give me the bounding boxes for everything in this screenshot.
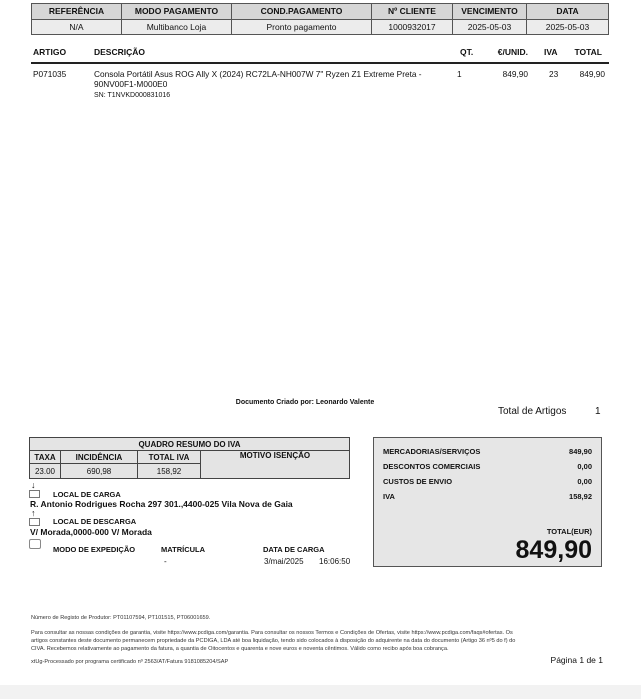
totals-summary <box>373 437 602 567</box>
items-header-iva: IVA <box>544 47 558 57</box>
matricula-label: MATRÍCULA <box>161 545 206 554</box>
item-iva: 23 <box>549 69 559 79</box>
iva-col-taxa: TAXA <box>30 451 61 464</box>
item-descricao-2: 90NV00F1-M000E0 <box>94 79 168 89</box>
box-icon <box>29 490 40 498</box>
legal-text-3: CIVA. Recebemos relativamente ao pagamento da fatura, a quantia de Oitocentos e quarenta e nove euros e noventa cêntimos. Válido como recibo após boa cobrança. <box>31 646 449 652</box>
item-total: 849,90 <box>579 69 605 79</box>
processado: xtUg-Processado por programa certificado nº 2563/AT/Fatura 9181085204/SAP <box>31 659 229 665</box>
bottom-strip <box>0 685 641 699</box>
page-number: Página 1 de 1 <box>550 655 603 665</box>
summary-value: 0,00 <box>577 477 592 486</box>
val-modo-pagamento: Multibanco Loja <box>122 19 232 35</box>
summary-label: MERCADORIAS/SERVIÇOS <box>383 447 481 456</box>
hora-carga: 16:06:50 <box>319 557 351 566</box>
items-header-qt: QT. <box>460 47 474 57</box>
data-carga: 3/mai/2025 <box>264 557 304 566</box>
local-carga: R. Antonio Rodrigues Rocha 297 301.,4400-025 Vila Nova de Gaia <box>30 499 293 509</box>
total-eur: 849,90 <box>515 536 592 564</box>
total-artigos-value: 1 <box>595 406 601 417</box>
summary-value: 849,90 <box>569 447 592 456</box>
upload-arrow-icon: ↑ <box>31 508 36 518</box>
registo-produtor: Número de Registo de Produtor: PT01107594, PT101515, PT06001659. <box>31 615 211 621</box>
item-qt: 1 <box>457 69 462 79</box>
item-unit: 849,90 <box>502 69 528 79</box>
box-icon <box>29 518 40 526</box>
iva-col-incidencia: INCIDÊNCIA <box>61 451 138 464</box>
col-cliente: Nº CLIENTE <box>372 4 453 20</box>
matricula: - <box>164 557 167 566</box>
total-eur-label: TOTAL(EUR) <box>546 527 592 536</box>
iva-val-incidencia: 690,98 <box>61 464 138 479</box>
iva-title: QUADRO RESUMO DO IVA <box>30 438 350 451</box>
download-arrow-icon: ↓ <box>31 480 36 490</box>
col-referencia: REFERÊNCIA <box>32 4 122 20</box>
local-carga-label: LOCAL DE CARGA <box>53 490 121 499</box>
summary-label: DESCONTOS COMERCIAIS <box>383 462 481 471</box>
summary-label: IVA <box>383 492 395 501</box>
col-data: DATA <box>527 4 609 20</box>
item-artigo: P071035 <box>33 69 67 79</box>
legal-text-1: Para consultar as nossas condições de garantia, visite https://www.pcdiga.com/garantia. Para consultar os nossos Termos e Condições de Ofertas, visite https://www.pcdiga.com/faqs#ofertas. Os <box>31 630 513 636</box>
val-data: 2025-05-03 <box>527 19 609 35</box>
local-descarga: V/ Morada,0000-000 V/ Morada <box>30 527 152 537</box>
col-modo-pagamento: MODO PAGAMENTO <box>122 4 232 20</box>
val-referencia: N/A <box>32 19 122 35</box>
header-table <box>31 3 609 35</box>
local-descarga-label: LOCAL DE DESCARGA <box>53 517 137 526</box>
val-cond-pagamento: Pronto pagamento <box>232 19 372 35</box>
iva-col-motivo: MOTIVO ISENÇÃO <box>201 451 350 479</box>
iva-col-total: TOTAL IVA <box>138 451 201 464</box>
items-header-artigo: ARTIGO <box>33 47 67 57</box>
created-by: Documento Criado por: Leonardo Valente <box>235 399 375 406</box>
val-cliente: 1000932017 <box>372 19 453 35</box>
item-sn: SN: T1NVKD000831016 <box>94 92 171 99</box>
items-header-descricao: DESCRIÇÃO <box>94 47 146 57</box>
summary-value: 0,00 <box>577 462 592 471</box>
col-cond-pagamento: COND.PAGAMENTO <box>232 4 372 20</box>
item-descricao: Consola Portátil Asus ROG Ally X (2024) RC72LA-NH007W 7" Ryzen Z1 Extreme Preta - <box>94 69 422 79</box>
total-artigos-label: Total de Artigos <box>498 406 567 417</box>
items-header-total: TOTAL <box>574 47 602 57</box>
legal-text-2: artigos constantes deste documento permanecem propriedade da PCDIGA, LDA até boa liquidação, tendo sido colocados à disposição do adquirente na data do documento (Artigo 36 nº5 do f) do <box>31 638 516 644</box>
truck-icon <box>29 539 41 549</box>
modo-expedicao-label: MODO DE EXPEDIÇÃO <box>53 545 136 554</box>
items-divider <box>31 62 609 64</box>
data-carga-label: DATA DE CARGA <box>263 545 325 554</box>
val-vencimento: 2025-05-03 <box>453 19 527 35</box>
iva-summary-table <box>29 437 350 479</box>
summary-value: 158,92 <box>569 492 592 501</box>
items-header-unit: €/UNID. <box>497 47 528 57</box>
iva-val-total: 158,92 <box>138 464 201 479</box>
col-vencimento: VENCIMENTO <box>453 4 527 20</box>
iva-val-taxa: 23.00 <box>30 464 61 479</box>
summary-label: CUSTOS DE ENVIO <box>383 477 453 486</box>
